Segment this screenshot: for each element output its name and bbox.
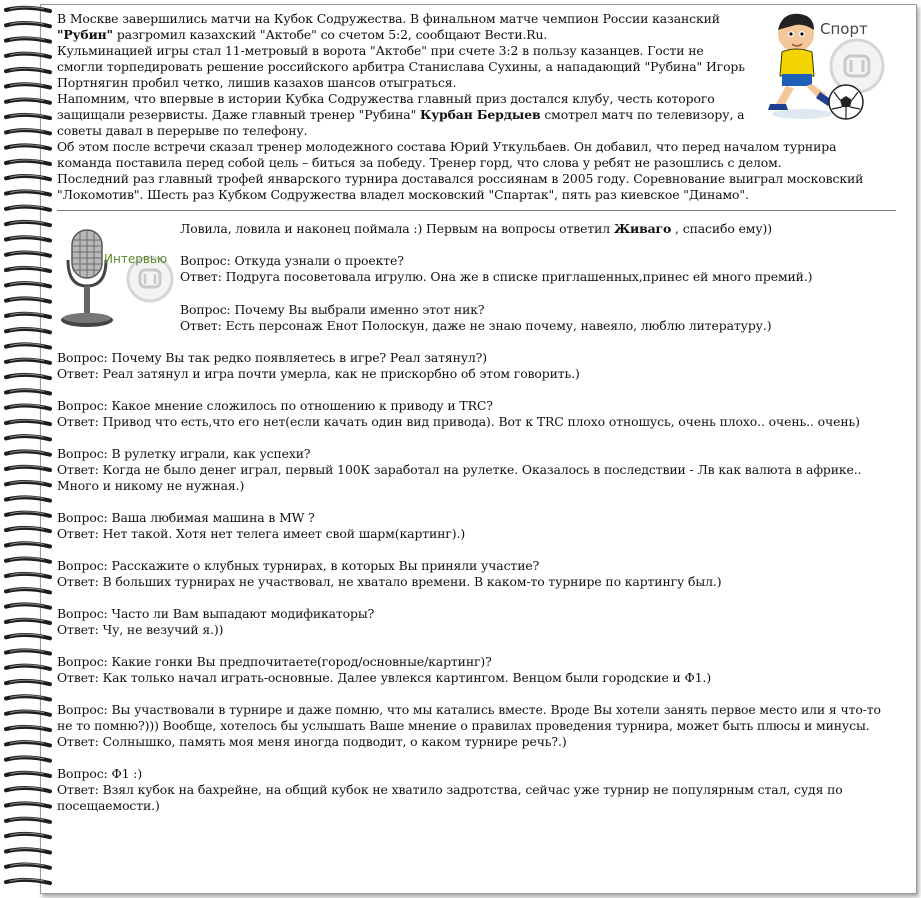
answer-line: Ответ: Нет такой. Хотя нет телега имеет свой шарм(картинг).) — [57, 526, 466, 541]
news-line: советы давал в перерыве по телефону. — [57, 123, 308, 138]
news-line: Последний раз главный трофей январского турнира доставался россиянам в 2005 году. Соревнование выиграл московский — [57, 171, 864, 186]
news-line: В Москве завершились матчи на Кубок Содружества. В финальном матче чемпион России казанский — [57, 11, 720, 26]
news-line — [57, 107, 744, 123]
news-text: защищали резервисты. Даже главный тренер "Рубина" — [57, 107, 421, 122]
news-text: смотрел матч по телевизору, а — [540, 107, 745, 122]
team-name-bold: "Рубин" — [57, 27, 113, 42]
news-line — [57, 27, 547, 43]
question-line: Вопрос: Расскажите о клубных турнирах, в которых Вы приняли участие? — [57, 558, 540, 573]
news-line: команда поставила перед собой цель – биться за победу. Тренер горд, что слова у ребят не разошлись с делом. — [57, 155, 782, 170]
news-line: Об этом после встречи сказал тренер молодежного состава Юрий Уткульбаев. Он добавил, что перед началом турнира — [57, 139, 837, 154]
news-line: "Локомотив". Шесть раз Кубком Содружества владел московский "Спартак", пять раз киевское "Динамо". — [57, 187, 749, 202]
answer-line: Ответ: Когда не было денег играл, первый 100К заработал на рулетке. Оказалось в последствии - Лв как валюта в африке.. — [57, 462, 862, 477]
answer-line: Ответ: Реал затянул и игра почти умерла, как не прискорбно об этом говорить.) — [57, 366, 580, 381]
microphone-icon — [58, 224, 178, 332]
interview-intro — [180, 221, 772, 237]
question-line: Вопрос: Ф1 :) — [57, 766, 143, 781]
news-line: Напомним, что впервые в истории Кубка Содружества главный приз достался клубу, честь которого — [57, 91, 715, 106]
intro-text: Ловила, ловила и наконец поймала :) Первым на вопросы ответил — [180, 221, 614, 236]
question-line: Вопрос: Ваша любимая машина в MW ? — [57, 510, 315, 525]
coach-name-bold: Курбан Бердыев — [420, 107, 541, 122]
news-line: Кульминацией игры стал 11-метровый в ворота "Актобе" при счете 3:2 в пользу казанцев. Гости не — [57, 43, 704, 58]
news-text: разгромил казахский "Актобе" со счетом 5:2, сообщают Вести.Ru. — [112, 27, 548, 42]
answer-line: Ответ: Солнышко, память моя меня иногда подводит, о каком турнире речь?.) — [57, 734, 567, 749]
answer-line: Ответ: Привод что есть,что его нет(если качать один вид привода). Вот к TRC плохо отношусь, очень плохо.. очень.. очень) — [57, 414, 860, 429]
answer-line: Ответ: Как только начал играть-основные. Далее увлекся картингом. Венцом были городские и Ф1.) — [57, 670, 712, 685]
question-line: Вопрос: Какие гонки Вы предпочитаете(город/основные/картинг)? — [57, 654, 492, 669]
spiral-binding — [0, 0, 52, 898]
answer-line: Ответ: Взял кубок на бахрейне, на общий кубок не хватило задротства, сейчас уже турнир не популярным стал, судя по — [57, 782, 843, 797]
question-line: Вопрос: Почему Вы выбрали именно этот ник? — [180, 302, 485, 317]
question-line: Вопрос: В рулетку играли, как успехи? — [57, 446, 311, 461]
intro-text: , спасибо ему)) — [671, 221, 773, 236]
question-line: Вопрос: Часто ли Вам выпадают модификаторы? — [57, 606, 375, 621]
news-line: смогли торпедировать решение российского арбитра Станислава Сухины, а нападающий "Рубина" Игорь — [57, 59, 745, 74]
section-divider — [57, 210, 896, 211]
answer-line: Ответ: Чу, не везучий я.)) — [57, 622, 224, 637]
player-name-bold: Живаго — [613, 221, 672, 236]
answer-line: Ответ: Есть персонаж Енот Полоскун, даже не знаю почему, навеяло, люблю литературу.) — [180, 318, 772, 333]
answer-line: посещаемости.) — [57, 798, 160, 813]
question-line: Вопрос: Какое мнение сложилось по отношению к приводу и TRC? — [57, 398, 493, 413]
answer-line: Ответ: Подруга посоветовала игрулю. Она же в списке приглашенных,принес ей много премий.) — [180, 269, 813, 284]
question-line: Вопрос: Почему Вы так редко появляетесь в игре? Реал затянул?) — [57, 350, 488, 365]
question-line: не то помню?))) Вообще, хотелось бы услышать Ваше мнение о правилах проведения турнира, может быть плюсы и минусы. — [57, 718, 870, 733]
answer-line: Много и никому не нужная.) — [57, 478, 245, 493]
question-line: Вопрос: Вы участвовали в турнире и даже помню, что мы катались вместе. Вроде Вы хотели занять первое место или я что-то — [57, 702, 881, 717]
question-line: Вопрос: Откуда узнали о проекте? — [180, 253, 404, 268]
interview-label: Интервью — [104, 252, 168, 266]
sport-label: Спорт — [820, 20, 868, 38]
news-line: Портнягин пробил четко, лишив казахов шансов отыграться. — [57, 75, 457, 90]
answer-line: Ответ: В больших турнирах не участвовал, не хватало времени. В каком-то турнире по картингу был.) — [57, 574, 722, 589]
